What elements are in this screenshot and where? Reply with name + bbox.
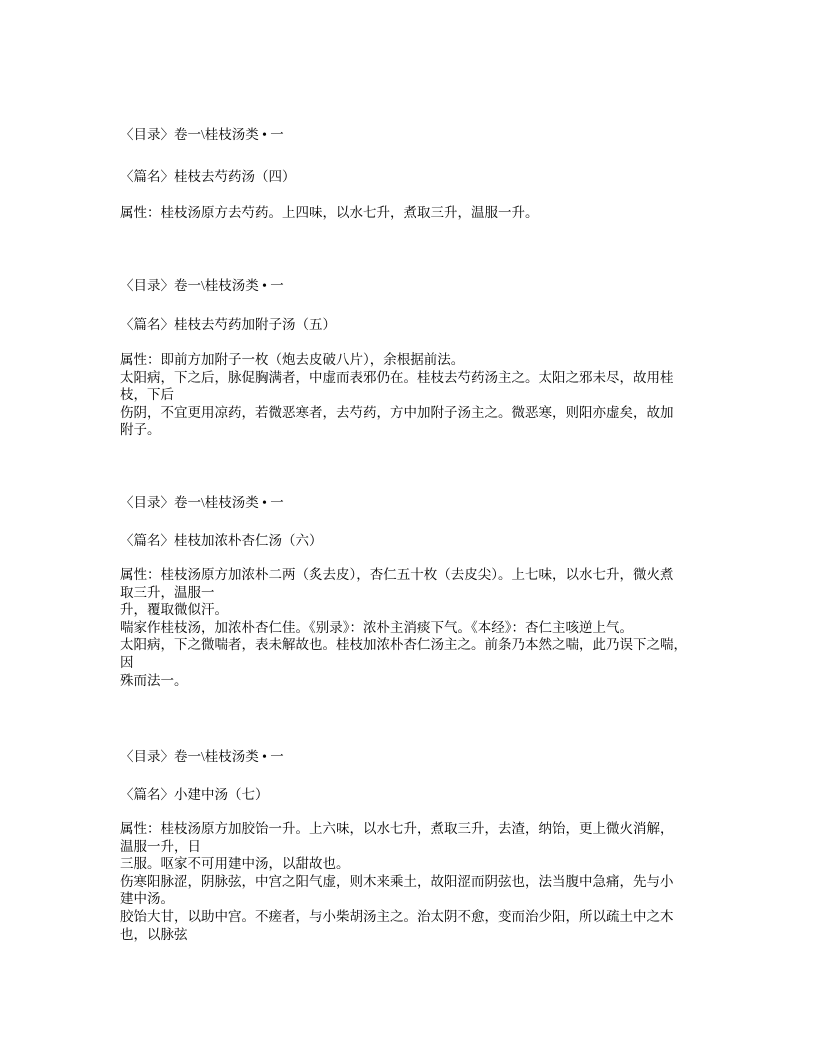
body-line: 属性：桂枝汤原方加浓朴二两（炙去皮），杏仁五十枚（去皮尖）。上七味，以水七升，微火煮	[120, 567, 674, 582]
body-line: 也，以脉弦	[120, 926, 188, 942]
section-catalog	[120, 277, 710, 295]
section-catalog	[120, 126, 710, 144]
section-body	[120, 204, 710, 222]
body-line: 附子。	[120, 422, 161, 438]
body-line: 取三升，温服一	[120, 584, 215, 600]
catalog-line: 〈目录〉卷一\桂枝汤类 • 一	[120, 278, 284, 293]
section-body	[120, 566, 710, 689]
body-line: 升，覆取微似汗。	[120, 602, 228, 618]
body-line: 三服。呕家不可用建中汤，以甜故也。	[120, 856, 350, 872]
body-line: 温服一升，日	[120, 838, 201, 854]
title-line: 〈篇名〉小建中汤（七）	[120, 787, 269, 802]
title-line: 〈篇名〉桂枝加浓朴杏仁汤（六）	[120, 533, 323, 548]
title-line: 〈篇名〉桂枝去芍药汤（四）	[120, 169, 296, 184]
body-line: 因	[120, 654, 134, 670]
body-line: 建中汤。	[120, 891, 174, 907]
body-line: 伤阴，不宜更用凉药，若微恶寒者，去芍药，方中加附子汤主之。微恶寒，则阳亦虚矣，故加	[120, 404, 674, 420]
title-line: 〈篇名〉桂枝去芍药加附子汤（五）	[120, 317, 336, 332]
section-title	[120, 168, 710, 186]
catalog-line: 〈目录〉卷一\桂枝汤类 • 一	[120, 495, 284, 510]
section-body	[120, 820, 710, 943]
body-line: 太阳病，下之微喘者，表未解故也。桂枝加浓朴杏仁汤主之。前条乃本然之喘，此乃误下之喘，	[120, 637, 687, 653]
body-line: 胶饴大甘，以助中宫。不瘥者，与小柴胡汤主之。治太阴不愈，变而治少阳，所以疏土中之木	[120, 908, 674, 924]
section-catalog	[120, 494, 710, 512]
body-line: 喘家作桂枝汤，加浓朴杏仁佳。《别录》：浓朴主消痰下气。《本经》：杏仁主咳逆上气。	[120, 619, 633, 635]
section-catalog	[120, 748, 710, 766]
body-line: 属性：即前方加附子一枚（炮去皮破八片），余根据前法。	[120, 352, 465, 367]
body-line: 属性：桂枝汤原方去芍药。上四味，以水七升，煮取三升，温服一升。	[120, 205, 539, 220]
body-line: 属性：桂枝汤原方加胶饴一升。上六味，以水七升，煮取三升，去渣，纳饴，更上微火消解，	[120, 821, 674, 836]
section-title	[120, 316, 710, 334]
section-body	[120, 351, 710, 439]
body-line: 殊而法一。	[120, 672, 188, 688]
body-line: 太阳病，下之后，脉促胸满者，中虚而表邪仍在。桂枝去芍药汤主之。太阳之邪未尽，故用桂	[120, 369, 674, 385]
section-title	[120, 532, 710, 550]
catalog-line: 〈目录〉卷一\桂枝汤类 • 一	[120, 749, 284, 764]
catalog-line: 〈目录〉卷一\桂枝汤类 • 一	[120, 127, 284, 142]
section-title	[120, 786, 710, 804]
body-line: 枝，下后	[120, 387, 174, 403]
body-line: 伤寒阳脉涩，阴脉弦，中宫之阳气虚，则木来乘土，故阳涩而阴弦也，法当腹中急痛，先与小	[120, 873, 674, 889]
